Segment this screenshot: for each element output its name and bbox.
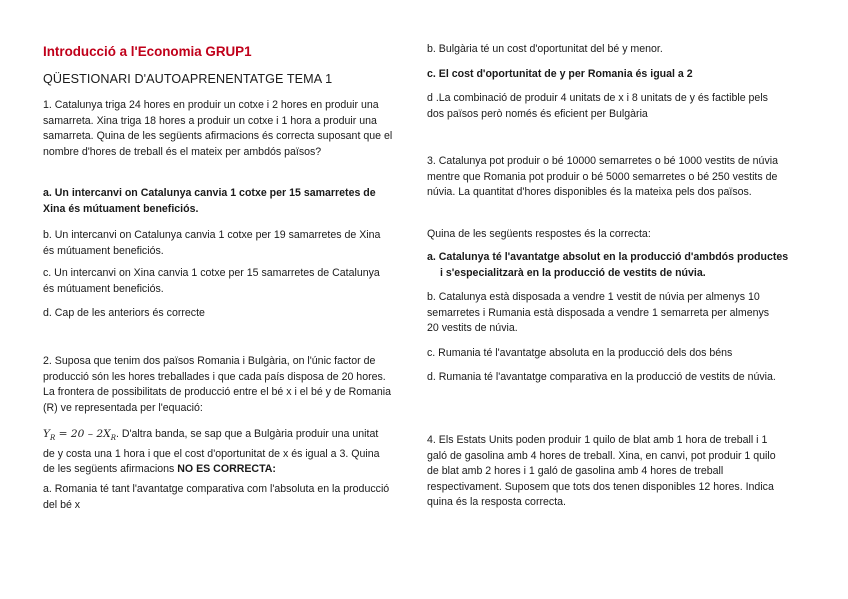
questionnaire-subtitle: QÜESTIONARI D'AUTOAPRENENTATGE TEMA 1 (43, 72, 333, 86)
question-3-text: 3. Catalunya pot produir o bé 10000 semarretes o bé 1000 vestits de núvia mentre que Romania pot produir o bé 5000 semarretes o bé 250 vestits de núvia. La quantitat d'hores disponibles és la mateixa pels dos països. (427, 155, 778, 199)
question-3-option-d: d. Rumania té l'avantatge comparativa en la producció de vestits de núvia. (427, 371, 776, 383)
question-2-text: 2. Suposa que tenim dos països Romania i Bulgària, on l'únic factor de producció són les hores treballades i que cada país disposa de 20 hores. La frontera de possibilitats de producció entre el bé x i el bé y de Romania (R) ve representada per l'equació: (43, 355, 392, 414)
frontier-equation: $Y_R = 20 - 2X_R$ (43, 428, 116, 443)
question-2-option-c: c. El cost d'oportunitat de y per Romania és igual a 2 (427, 68, 693, 80)
question-2-option-b: b. Bulgària té un cost d'oportunitat del bé y menor. (427, 43, 663, 55)
question-4-text: 4. Els Estats Units poden produir 1 quilo de blat amb 1 hora de treball i 1 galó de gasolina amb 4 hores de treball. Xina, en canvi, pot produir 1 quilo de blat amb 2 hores i 1 galó de gasolina amb 4 hores de treball respectivament. Suposem que tots dos tenen disponibles 12 hores. Indica quina és la resposta correcta. (427, 434, 776, 509)
question-1-option-c: c. Un intercanvi on Xina canvia 1 cotxe per 15 samarretes de Catalunya és mútuament beneficiós. (43, 267, 380, 295)
question-1-text: 1. Catalunya triga 24 hores en produir un cotxe i 2 hores en produir una samarreta. Xina triga 18 hores a produir un cotxe i 1 hora a produir una samarreta. Quina de les següents afirmacions és correcta suposant que el nombre d'hores de treball és el mateix per ambdós països? (43, 99, 393, 158)
question-1-option-b: b. Un intercanvi on Catalunya canvia 1 cotxe per 19 samarretes de Xina és mútuament beneficiós. (43, 229, 381, 257)
question-3-prompt: Quina de les següents respostes és la correcta: (427, 228, 651, 240)
question-3-option-c: c. Rumania té l'avantatge absoluta en la producció dels dos béns (427, 347, 733, 359)
question-1-option-d: d. Cap de les anteriors és correcte (43, 307, 205, 319)
not-correct-emphasis: NO ES CORRECTA: (177, 463, 276, 476)
question-2-option-a: a. Romania té tant l'avantatge comparativa com l'absoluta en la producció del bé x (43, 483, 390, 511)
question-3-option-a: a. Catalunya té l'avantatge absolut en la producció d'ambdós productes i s'especialitzarà en la producció de vestits de núvia. (427, 251, 789, 279)
question-2-option-d: d .La combinació de produir 4 unitats de x i 8 unitats de y és factible pels dos països però només és eficient per Bulgària (427, 92, 768, 120)
question-2-text-continued: $Y_R = 20 - 2X_R$. D'altra banda, se sap que a Bulgària produir una unitat de y costa una 1 hora i que el cost d'oportunitat de x és igual a 3. Quina de les següents afirmacions NO ES CORRECTA: (43, 428, 380, 476)
question-1-option-a: a. Un intercanvi on Catalunya canvia 1 cotxe per 15 samarretes de Xina és mútuament beneficiós. (43, 187, 376, 215)
question-3-option-b: b. Catalunya està disposada a vendre 1 vestit de núvia per almenys 10 semarretes i Rumania està disposada a vendre 1 semarreta per almenys 20 vestits de núvia. (427, 291, 770, 335)
page-title: Introducció a l'Economia GRUP1 (43, 44, 252, 59)
